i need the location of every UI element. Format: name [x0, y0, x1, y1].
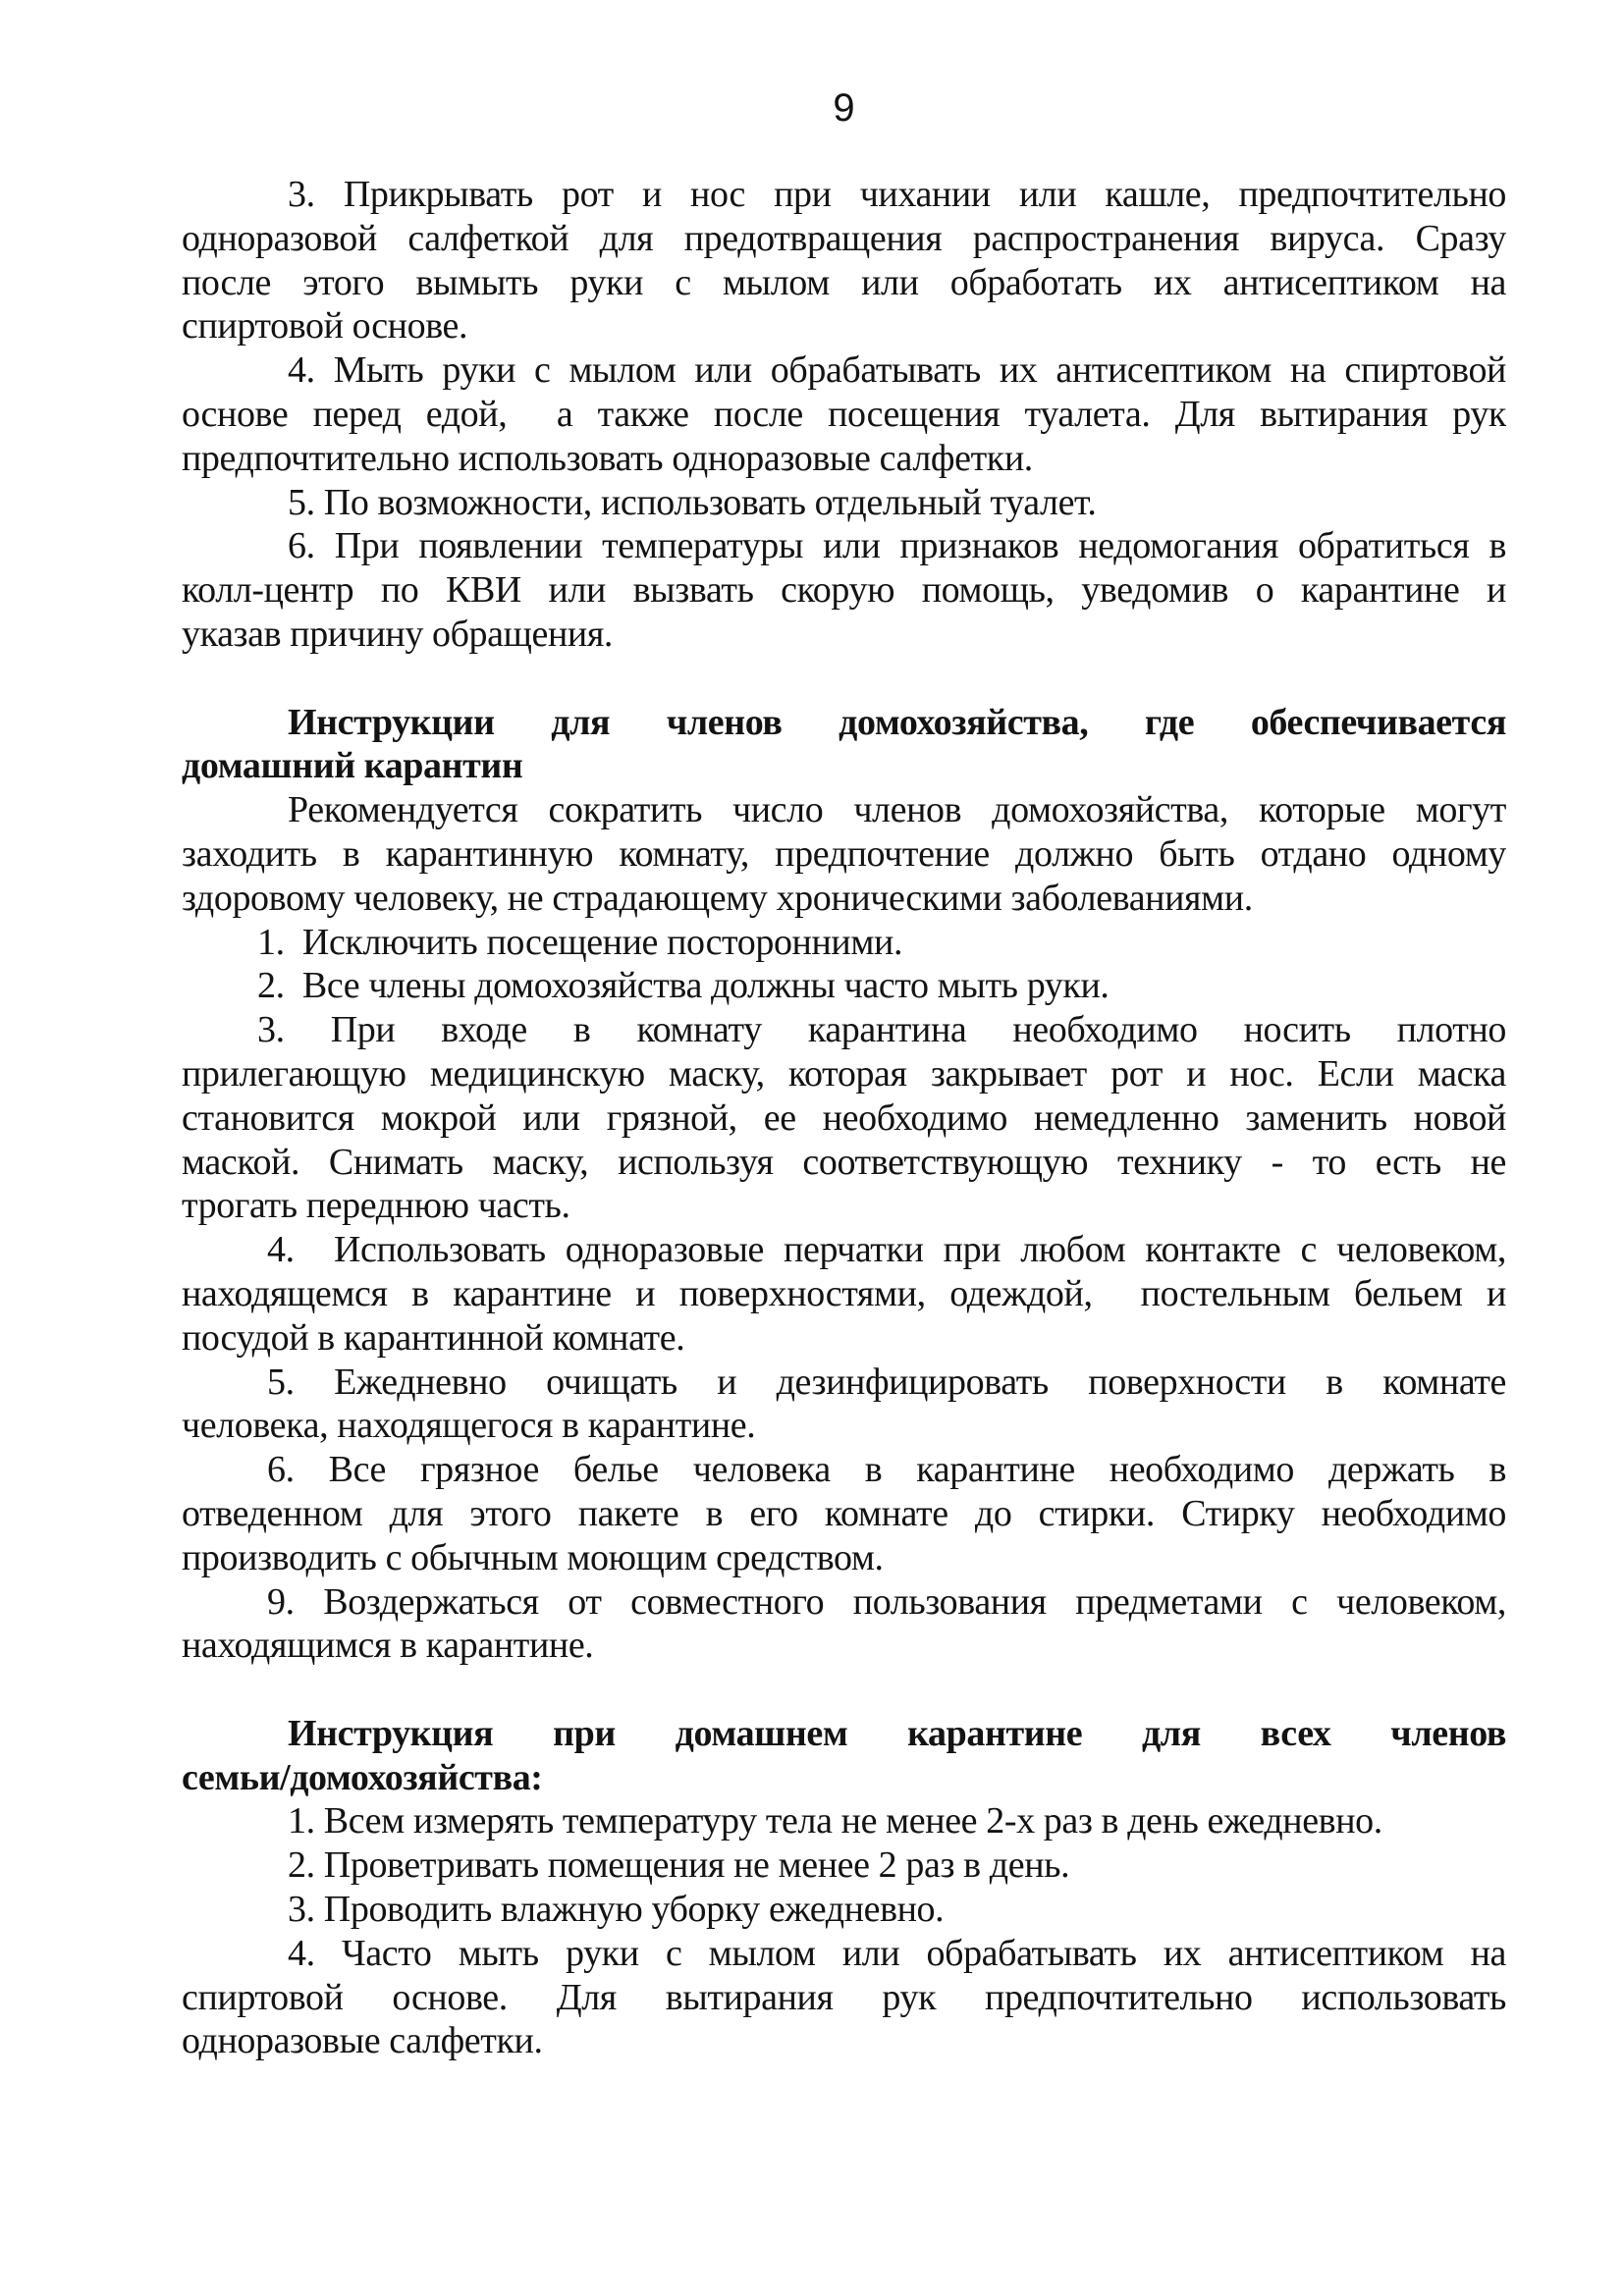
p-reduce-members-line-1: Рекомендуется сократить число членов домохозяйства, которые могут	[288, 789, 1506, 831]
li-daily-disinfection-line-1: 5. Ежедневно очищать и дезинфицировать поверхности в комнате	[267, 1361, 1506, 1403]
li-mask-on-entry-line-5: трогать переднюю часть.	[182, 1185, 570, 1227]
li-mask-on-entry	[182, 1008, 1506, 1228]
p-reduce-members-line-3: здоровому человеку, не страдающему хроническими заболеваниями.	[182, 877, 1253, 919]
p-separate-toilet	[182, 481, 1506, 525]
li-disposable-gloves	[182, 1228, 1506, 1360]
li-disposable-gloves-line-3: посудой в карантинной комнате.	[182, 1316, 685, 1359]
li-dirty-laundry-line-3: производить с обычным моющим средством.	[182, 1536, 884, 1578]
li-wash-hands-antiseptic-line-2: спиртовой основе. Для вытирания рук предпочтительно использовать	[182, 1976, 1506, 2018]
h-all-family-members	[182, 1712, 1506, 1800]
li-wash-hands-antiseptic-line-1: 4. Часто мыть руки с мылом или обрабатывать их антисептиком на	[288, 1932, 1506, 1974]
p-wash-hands-line-2: основе перед едой, а также после посещения туалета. Для вытирания рук	[182, 393, 1506, 435]
li-wet-cleaning	[182, 1888, 1506, 1932]
p-cover-mouth-line-4: спиртовой основе.	[182, 305, 468, 347]
li-wet-cleaning-line-1: 3. Проводить влажную уборку ежедневно.	[288, 1889, 945, 1931]
p-reduce-members	[182, 788, 1506, 920]
li-no-shared-items	[182, 1580, 1506, 1669]
p-wash-hands	[182, 348, 1506, 480]
li-wash-hands-antiseptic	[182, 1932, 1506, 2063]
li-daily-disinfection-line-2: человека, находящегося в карантине.	[182, 1405, 756, 1447]
h-household-members-line-1: Инструкции для членов домохозяйства, где обеспечивается	[288, 701, 1506, 743]
li-mask-on-entry-line-4: маской. Снимать маску, используя соответствующую технику - то есть не	[182, 1141, 1506, 1183]
p-cover-mouth	[182, 173, 1506, 348]
li-measure-temperature-line-1: 1. Всем измерять температуру тела не менее 2-х раз в день ежедневно.	[288, 1800, 1382, 1842]
h-household-members-line-2: домашний карантин	[182, 745, 523, 787]
p-separate-toilet-line-1: 5. По возможности, использовать отдельный туалет.	[288, 481, 1097, 523]
li-wash-hands-often	[182, 964, 1506, 1008]
li-exclude-visitors	[182, 921, 1506, 965]
li-measure-temperature	[182, 1799, 1506, 1843]
li-ventilate-rooms-line-1: 2. Проветривать помещения не менее 2 раз в день.	[288, 1844, 1070, 1887]
li-wash-hands-often-line-1: 2. Все члены домохозяйства должны часто мыть руки.	[257, 965, 1110, 1007]
li-wash-hands-antiseptic-line-3: одноразовые салфетки.	[182, 2020, 543, 2062]
p-call-center	[182, 524, 1506, 656]
li-dirty-laundry-line-1: 6. Все грязное белье человека в карантине необходимо держать в	[267, 1449, 1506, 1491]
p-cover-mouth-line-3: после этого вымыть руки с мылом или обработать их антисептиком на	[182, 261, 1506, 303]
p-reduce-members-line-2: заходить в карантинную комнату, предпочтение должно быть отдано одному	[182, 832, 1506, 875]
li-mask-on-entry-line-3: становится мокрой или грязной, ее необходимо немедленно заменить новой	[182, 1096, 1506, 1139]
h-all-family-members-line-2: семьи/домохозяйства:	[182, 1756, 543, 1798]
li-dirty-laundry	[182, 1448, 1506, 1579]
li-mask-on-entry-line-2: прилегающую медицинскую маску, которая закрывает рот и нос. Если маска	[182, 1052, 1506, 1095]
li-dirty-laundry-line-2: отведенном для этого пакете в его комнате до стирки. Стирку необходимо	[182, 1492, 1506, 1534]
page-number: 9	[833, 86, 855, 130]
spacer-1	[182, 657, 1506, 701]
h-household-members	[182, 701, 1506, 789]
li-no-shared-items-line-1: 9. Воздержаться от совместного пользования предметами с человеком,	[267, 1580, 1506, 1623]
p-cover-mouth-line-2: одноразовой салфеткой для предотвращения распространения вируса. Сразу	[182, 217, 1506, 259]
p-call-center-line-1: 6. При появлении температуры или признаков недомогания обратиться в	[288, 525, 1506, 567]
li-disposable-gloves-line-2: находящемся в карантине и поверхностями, одеждой, постельным бельем и	[182, 1272, 1506, 1314]
li-no-shared-items-line-2: находящимся в карантине.	[182, 1625, 594, 1667]
h-all-family-members-line-1: Инструкция при домашнем карантине для всех членов	[288, 1712, 1506, 1754]
spacer-2	[182, 1668, 1506, 1712]
p-wash-hands-line-1: 4. Мыть руки с мылом или обрабатывать их антисептиком на спиртовой	[288, 349, 1506, 392]
li-exclude-visitors-line-1: 1. Исключить посещение посторонними.	[257, 921, 903, 963]
p-cover-mouth-line-1: 3. Прикрывать рот и нос при чихании или кашле, предпочтительно	[288, 174, 1506, 215]
p-wash-hands-line-3: предпочтительно использовать одноразовые салфетки.	[182, 437, 1033, 479]
li-ventilate-rooms	[182, 1843, 1506, 1888]
document-body	[182, 173, 1506, 2063]
li-daily-disinfection	[182, 1361, 1506, 1449]
p-call-center-line-3: указав причину обращения.	[182, 613, 614, 655]
li-mask-on-entry-line-1: 3. При входе в комнату карантина необходимо носить плотно	[257, 1009, 1506, 1051]
p-call-center-line-2: колл-центр по КВИ или вызвать скорую помощь, уведомив о карантине и	[182, 569, 1506, 612]
li-disposable-gloves-line-1: 4. Использовать одноразовые перчатки при любом контакте с человеком,	[267, 1229, 1506, 1271]
